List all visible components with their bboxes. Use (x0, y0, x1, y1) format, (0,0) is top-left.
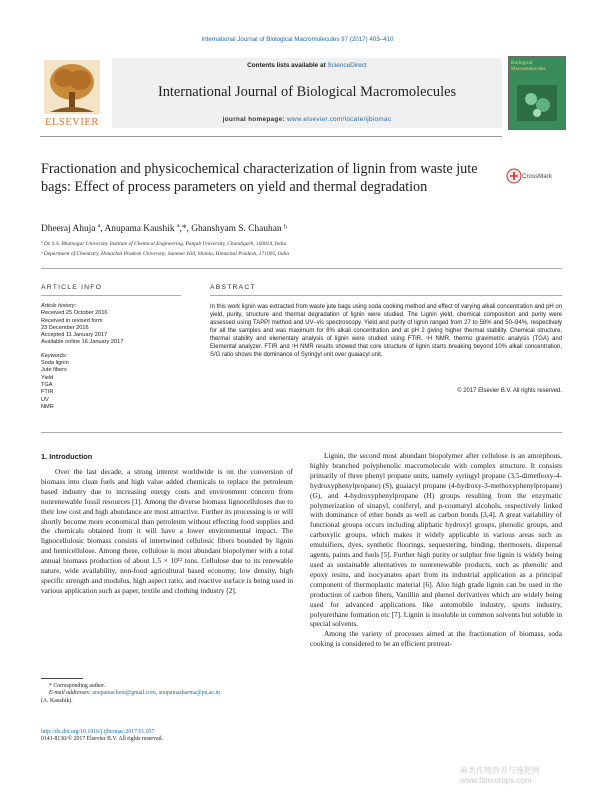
watermark: 麻类作物营养与施肥网 www.fibercrops.com (460, 766, 540, 785)
publisher-name: ELSEVIER (45, 117, 99, 128)
contents-prefix: Contents lists available at (247, 62, 328, 69)
keyword-item: UV (41, 396, 49, 403)
abstract-copyright: © 2017 Elsevier B.V. All rights reserved. (457, 388, 562, 394)
keyword-item: Yield (41, 374, 54, 381)
homepage-label: journal homepage: (222, 116, 287, 123)
journal-reference[interactable]: International Journal of Biological Macromolecules 97 (2017) 403–410 (201, 36, 394, 43)
body-column-right (310, 451, 562, 649)
email-owner: (A. Kaushik). (41, 697, 73, 704)
keyword-item: Soda lignin (41, 360, 69, 367)
journal-homepage (112, 116, 502, 123)
keyword-item: Jute fibers (41, 367, 67, 374)
footnote-rule (41, 678, 83, 679)
body-paragraph: Lignin, the second most abundant biopolymer after cellulose is an amorphous, highly branched polyphenolic macromolecule with complex structure. It consists primarily of three phenyl propane units, namely syringyl propane (3,5-dimethoxy-4-hydroxyphenylpropane) (S), guaiacyl propane (4-hydroxy-3-methoxyphenylpropane) (G), and 4-hydroxyphenylpropane (H) groups resulting from the enzymatic polymerization of sinapyl, coniferyl, and p-coumaryl alcohols, respectively linked with dominance of ether bonds as well as carbon bonds [3,4]. A great variability of functional groups occurs including aliphatic hydroxyl groups, phenolic groups, and carboxylic groups, which makes it widely applicable in various areas such as emulsifiers, dyes, synthetic floorings, sequestering, binding, thermosets, dispersal agents, paints and fuels [5]. Further high purity or sulphur free lignin is widely being used as sustainable alternatives to nonrenewable products, such as phenolic and epoxy resins, and isocyanates apart from its industrial application as a principal component of thermoplastic material [6]. Also high grade lignin can be used in the production of carbon fibers, Vanillin and phenol derivatives which are widely being used for advanced applications like automobile industry, sports industry, polyurethane formation etc [7]. Lignin is insoluble in common solvents but soluble in special solvents. (310, 451, 562, 629)
body-paragraph: Among the variety of processes aimed at the fractionation of biomass, soda cooking is considered to be an efficient pretreat- (310, 629, 562, 649)
cover-title: Biological Macromolecules (511, 60, 546, 72)
article-info-rule (41, 295, 181, 296)
abstract-heading: ABSTRACT (210, 284, 256, 291)
author-list[interactable]: Dheeraj Ahuja ª, Anupama Kaushik ª,*, Ghanshyam S. Chauhan ᵇ (41, 224, 287, 234)
contents-line (112, 62, 502, 69)
history-label: Article history: (41, 303, 77, 309)
body-paragraph-left: Over the last decade, a strong interest worldwide is on the conversion of biomass into clean fuels and high value added chemicals to replace the petroleum based industry due to increasing energy costs and environment concern from nonrenewable fossil resources [1]. Among the diverse biomass lignocelluloses due to their low cost and high abundance are most attractive. Further its processing is or will shortly become more economical than petroleum without effecting food supplies and the chemicals obtained from it will have a lower environmental impact. The lignocellulosic biomass consists of intertwined cellulosic fibers bounded by lignin and hemicellulose. Among these, cellulose is most abundant biopolymer with a total annual biomass production of about 1.5 × 10¹² tons. Cellulose due to its renewable nature, wide availability, non-food agricultural based economy, low density, high specific strength and modulus, high aspect ratio, and reactive surface is being used in various application such as paper, textile and clothing industry [2]. (41, 467, 293, 595)
doi-link[interactable]: http://dx.doi.org/10.1016/j.ijbiomac.2017.01.057 (41, 729, 155, 735)
keywords-label: Keywords: (41, 352, 68, 359)
footnote (41, 683, 293, 705)
journal-name: International Journal of Biological Macromolecules (157, 84, 457, 100)
history-item: Received 25 October 2016 (41, 310, 108, 317)
email-line (41, 690, 293, 697)
email-links[interactable]: anupamachem@gmail.com, anupamasharma@pu.ac.in (92, 690, 220, 697)
sciencedirect-link[interactable]: ScienceDirect (327, 62, 367, 69)
divider-top (41, 268, 562, 269)
history-item: Received in revised form (41, 317, 103, 324)
affiliation-a: ª Dr. S.S. Bhatnagar University Institute of Chemical Engineering, Panjab University, Chandigarh, 160014, India (41, 241, 287, 247)
abstract-rule (210, 295, 562, 296)
email-label: E-mail addresses: (49, 690, 93, 697)
homepage-link[interactable]: www.elsevier.com/locate/ijbiomac (286, 116, 392, 123)
history-item: Accepted 11 January 2017 (41, 332, 108, 339)
keyword-item: TGA (41, 381, 53, 388)
keyword-item: FTIR (41, 389, 54, 396)
history-item: Available online 16 January 2017 (41, 339, 124, 346)
article-info-panel (41, 303, 181, 411)
affiliation-b: ᵇ Department of Chemistry, Himachal Pradesh University, Summer Hill, Shimla, Himachal Pradesh, 171005, India (41, 251, 290, 257)
introduction-heading: 1. Introduction (41, 452, 93, 461)
doi-block (41, 729, 163, 744)
abstract-text: In this work lignin was extracted from waste jute bags using soda cooking method and effect of varying alkali concentration and pH on yield, purity, structure and thermal degradation of lignin were studied. The Lignin yield, chemical composition and purity were assessed using TAPPI method and UV–vis spectroscopy. Yield and purity of lignin ranged from 27 to 58% and 50–94%, respectively for all the samples and was maximum for 8% alkali concentration and at pH 2 giving higher thermal stability. Chemical structure, thermal stability and elementary analysis of lignin were studied using FTIR, ¹H NMR, thermo gravimetric analysis (TGA) and Elemental analyzer. FTIR and ¹H NMR results showed that core structure of lignin starts breaking beyond 10% alkali concentration, S/G ratio shows the dominance of Syringyl unit over guaiacyl unit. (210, 304, 562, 359)
divider-body (41, 432, 562, 433)
crossmark-label[interactable]: CrossMark (522, 173, 552, 180)
issn-line: 0141-8130/© 2017 Elsevier B.V. All rights reserved. (41, 736, 163, 743)
history-item: 23 December 2016 (41, 324, 89, 331)
article-info-heading: ARTICLE INFO (41, 284, 103, 291)
article-title: Fractionation and physicochemical characterization of lignin from waste jute bags: Effect of process parameters on yield and thermal degradation (41, 161, 478, 195)
corresponding-author-note: * Corresponding author. (49, 683, 106, 689)
keyword-item: NMR (41, 403, 54, 410)
